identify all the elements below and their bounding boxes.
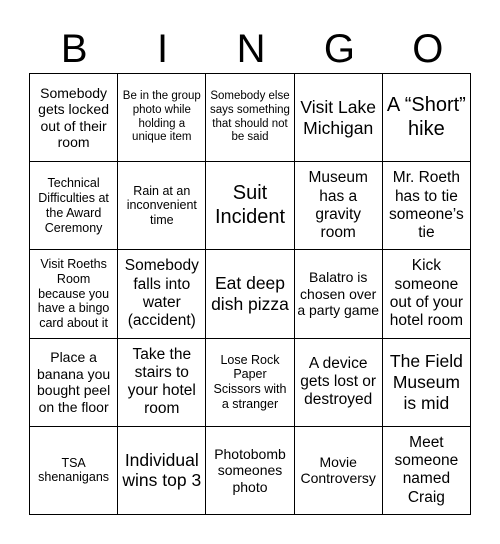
cell-text: Balatro is chosen over a party game [297, 269, 380, 319]
cell-text: Mr. Roeth has to tie someone’s tie [389, 169, 464, 242]
bingo-cell[interactable] [30, 74, 118, 162]
header-letter-b: B [60, 27, 88, 71]
cell-text: Kick someone out of your hotel room [389, 257, 464, 330]
bingo-cell[interactable] [118, 162, 206, 250]
bingo-grid [29, 73, 471, 515]
bingo-cell[interactable] [118, 74, 206, 162]
cell-text: Visit Roeths Room because you have a bingo card about it [37, 257, 110, 331]
bingo-cell[interactable] [295, 427, 383, 515]
cell-text: Photobomb someones photo [214, 445, 286, 495]
bingo-cell[interactable] [295, 162, 383, 250]
bingo-cell[interactable] [383, 162, 471, 250]
bingo-cell[interactable] [206, 162, 294, 250]
bingo-cell[interactable] [118, 250, 206, 338]
bingo-header [30, 24, 472, 74]
bingo-cell[interactable] [206, 339, 294, 427]
cell-text: Lose Rock Paper Scissors with a stranger [213, 352, 287, 411]
cell-text: Meet someone named Craig [394, 433, 459, 506]
cell-text: Take the stairs to your hotel room [127, 345, 196, 418]
cell-text: Place a banana you bought peel on the floor [37, 349, 111, 415]
header-letter-i: I [157, 27, 169, 71]
bingo-cell[interactable] [30, 427, 118, 515]
bingo-cell[interactable] [206, 427, 294, 515]
bingo-cell[interactable] [30, 162, 118, 250]
cell-text: Suit Incident [214, 182, 286, 228]
bingo-cell[interactable] [383, 250, 471, 338]
cell-text: Be in the group photo while holding a unique item [122, 90, 201, 144]
bingo-cell[interactable] [118, 339, 206, 427]
bingo-cell[interactable] [30, 339, 118, 427]
header-letter-o: O [412, 27, 444, 71]
bingo-cell[interactable] [118, 427, 206, 515]
cell-text: TSA shenanigans [38, 455, 110, 485]
bingo-cell[interactable] [295, 250, 383, 338]
header-letter-n: N [236, 27, 266, 71]
cell-text: The Field Museum is mid [389, 351, 463, 413]
bingo-cell[interactable] [383, 339, 471, 427]
cell-text: Somebody falls into water (accident) [124, 257, 199, 330]
cell-text: A device gets lost or destroyed [300, 354, 377, 409]
bingo-cell[interactable] [295, 339, 383, 427]
cell-text: Somebody gets locked out of their room [38, 84, 109, 151]
header-letter-g: G [323, 27, 355, 71]
cell-text: A “Short” hike [386, 94, 466, 140]
bingo-cell[interactable] [383, 74, 471, 162]
cell-text: Museum has a gravity room [308, 169, 368, 242]
cell-text: Somebody else says something that should not be said [210, 90, 290, 144]
bingo-cell[interactable] [206, 250, 294, 338]
bingo-cell[interactable] [206, 74, 294, 162]
cell-text: Technical Difficulties at the Award Ceremony [38, 176, 109, 235]
bingo-cell[interactable] [30, 250, 118, 338]
bingo-cell[interactable] [383, 427, 471, 515]
cell-text: Visit Lake Michigan [300, 96, 376, 138]
cell-text: Individual wins top 3 [122, 449, 202, 491]
cell-text: Rain at an inconvenient time [126, 183, 197, 228]
bingo-cell[interactable] [295, 74, 383, 162]
cell-text: Movie Controversy [300, 453, 376, 487]
cell-text: Eat deep dish pizza [211, 273, 289, 314]
